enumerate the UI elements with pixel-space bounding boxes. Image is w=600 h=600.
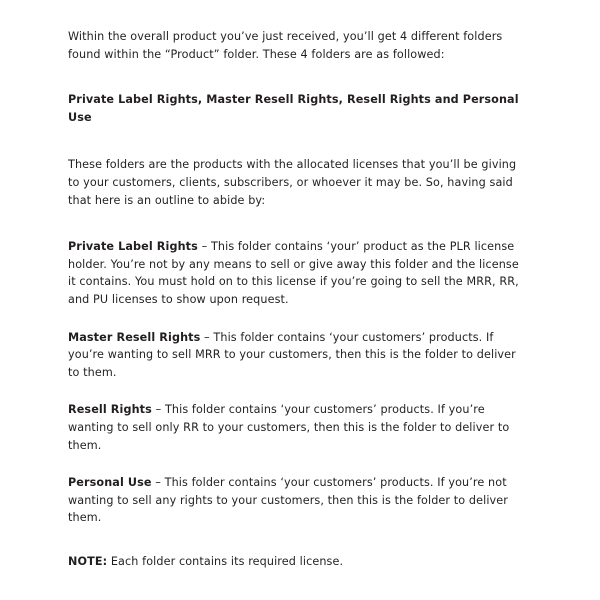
note-label: NOTE: bbox=[68, 554, 108, 568]
personal-use-label: Personal Use bbox=[68, 476, 152, 490]
section-heading: Private Label Rights, Master Resell Rights, Resell Rights and Personal Use bbox=[68, 93, 519, 124]
private-label-rights-text: – This folder contains ‘your’ product as the PLR license holder. You’re not by any means to sell or give away this folder and the license it contains. You must hold on to this license if you’re going to sell the MRR, RR, and PU licenses to show upon request. bbox=[68, 240, 519, 306]
private-label-rights-paragraph bbox=[68, 238, 530, 308]
private-label-rights-label: Private Label Rights bbox=[68, 240, 198, 254]
intro-paragraph: Within the overall product you’ve just received, you’ll get 4 different folders found within the “Product” folder. These 4 folders are as followed: bbox=[68, 30, 503, 61]
note-paragraph bbox=[68, 553, 530, 571]
master-resell-rights-paragraph bbox=[68, 329, 530, 382]
resell-rights-label: Resell Rights bbox=[68, 403, 152, 417]
resell-rights-text: – This folder contains ‘your customers’ products. If you’re wanting to sell only RR to your customers, then this is the folder to deliver to them. bbox=[68, 403, 510, 452]
master-resell-rights-text: – This folder contains ‘your customers’ products. If you’re wanting to sell MRR to your customers, then this is the folder to deliver to them. bbox=[68, 330, 516, 379]
personal-use-text: – This folder contains ‘your customers’ products. If you’re not wanting to sell any rights to your customers, then this is the folder to deliver them. bbox=[68, 476, 508, 525]
note-text: Each folder contains its required license. bbox=[107, 554, 344, 568]
master-resell-rights-label: Master Resell Rights bbox=[68, 330, 201, 344]
lead-in-paragraph: These folders are the products with the allocated licenses that you’ll be giving to your customers, clients, subscribers, or whoever it may be. So, having said that here is an outline to abide by: bbox=[68, 158, 517, 207]
resell-rights-paragraph bbox=[68, 401, 530, 454]
personal-use-paragraph bbox=[68, 474, 530, 527]
